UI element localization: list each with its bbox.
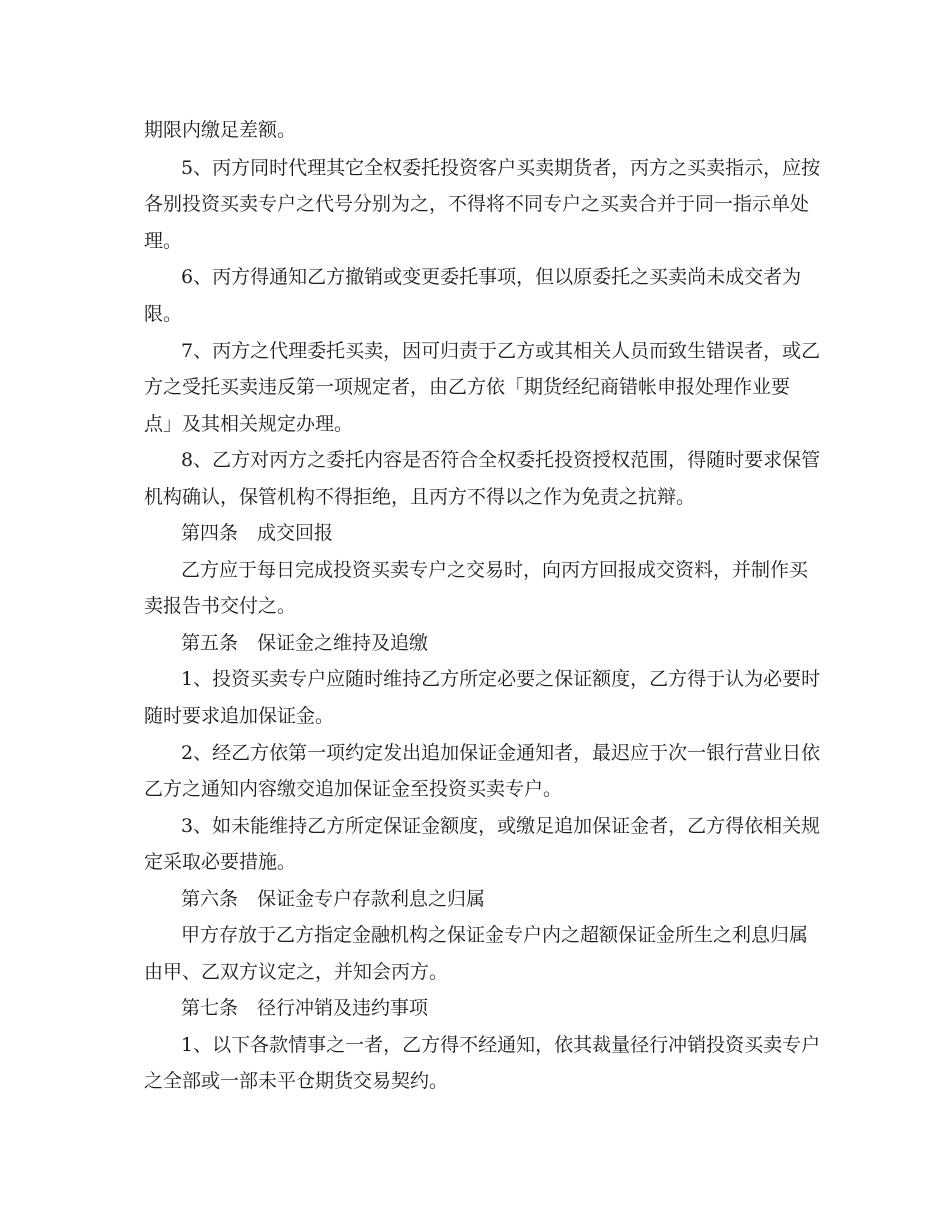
text-line: 限。 — [144, 303, 183, 325]
text-line: 各别投资买卖专户之代号分别为之，不得将不同专户之买卖合并于同一指示单处 — [144, 193, 810, 215]
text-line: 点」及其相关规定办理。 — [144, 413, 354, 435]
paragraph-line: 甲方存放于乙方指定金融机构之保证金专户内之超额保证金所生之利息归属 — [181, 924, 809, 946]
text-line: 方之受托买卖违反第一项规定者，由乙方依「期货经纪商错帐申报处理作业要 — [144, 376, 791, 398]
text-line: 卖报告书交付之。 — [144, 595, 297, 617]
text-line: 乙方之通知内容缴交追加保证金至投资买卖专户。 — [144, 778, 563, 800]
article-7-heading: 第七条 径行冲销及违约事项 — [181, 997, 429, 1019]
text-line: 随时要求追加保证金。 — [144, 705, 335, 727]
article-5-heading: 第五条 保证金之维持及追缴 — [181, 632, 429, 654]
text-line: 由甲、乙双方议定之，并知会丙方。 — [144, 961, 449, 983]
article-6-heading: 第六条 保证金专户存款利息之归属 — [181, 888, 486, 910]
text-line: 理。 — [144, 230, 183, 252]
article-4-heading: 第四条 成交回报 — [181, 522, 334, 544]
text-line: 期限内缴足差额。 — [144, 119, 297, 141]
text-line: 定采取必要措施。 — [144, 851, 297, 873]
clause-3-line: 3、如未能维持乙方所定保证金额度，或缴足追加保证金者，乙方得依相关规 — [181, 815, 821, 837]
clause-1-line: 1、投资买卖专户应随时维持乙方所定必要之保证额度，乙方得于认为必要时 — [181, 668, 821, 690]
clause-8-line: 8、乙方对丙方之委托内容是否符合全权委托投资授权范围，得随时要求保管 — [181, 449, 821, 471]
clause-1-line: 1、以下各款情事之一者，乙方得不经通知，依其裁量径行冲销投资买卖专户 — [181, 1034, 821, 1056]
clause-5-line: 5、丙方同时代理其它全权委托投资客户买卖期货者，丙方之买卖指示，应按 — [181, 157, 821, 179]
clause-6-line: 6、丙方得通知乙方撤销或变更委托事项，但以原委托之买卖尚未成交者为 — [181, 266, 802, 288]
paragraph-line: 乙方应于每日完成投资买卖专户之交易时，向丙方回报成交资料，并制作买 — [181, 559, 809, 581]
text-line: 机构确认，保管机构不得拒绝，且丙方不得以之作为免责之抗辩。 — [144, 486, 696, 508]
clause-7-line: 7、丙方之代理委托买卖，因可归责于乙方或其相关人员而致生错误者，或乙 — [181, 340, 821, 362]
text-line: 之全部或一部未平仓期货交易契约。 — [144, 1070, 449, 1092]
clause-2-line: 2、经乙方依第一项约定发出追加保证金通知者，最迟应于次一银行营业日依 — [181, 742, 821, 764]
